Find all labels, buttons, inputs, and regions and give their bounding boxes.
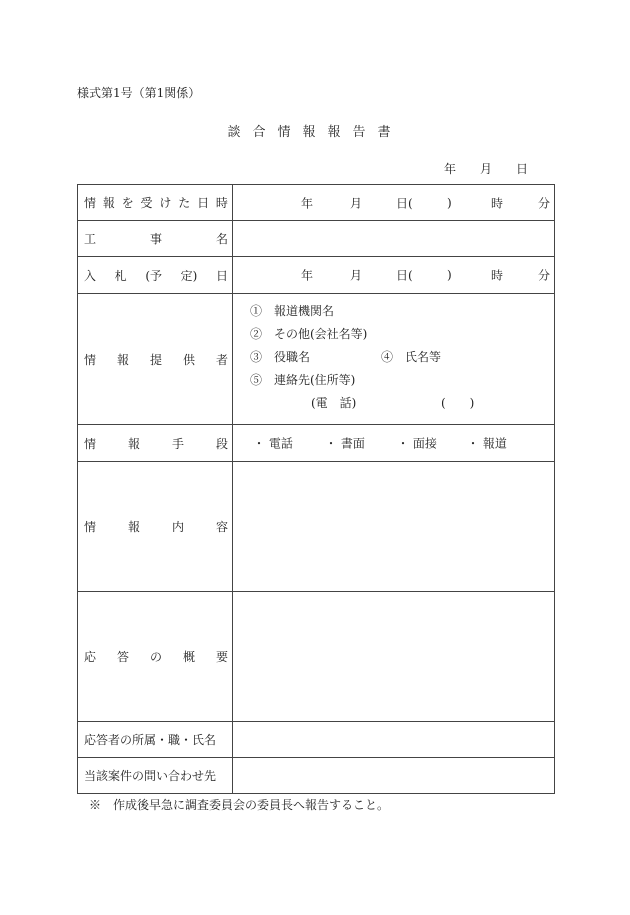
label-received [78, 185, 233, 221]
label-provider [78, 294, 233, 425]
row-received [78, 185, 555, 221]
provider-item-4: ④ 氏名等 [381, 350, 442, 364]
row-bid [78, 257, 555, 294]
received-month: 月 [350, 196, 363, 210]
date-day: 日 [516, 162, 529, 176]
label-bid [78, 257, 233, 294]
means-option-press[interactable]: ・ 報道 [467, 436, 507, 451]
date-month: 月 [480, 162, 493, 176]
provider-phone-label: (電 話) [311, 396, 357, 410]
row-means [78, 425, 555, 462]
cell-response[interactable] [233, 592, 555, 722]
provider-item-1: ① 報道機関名 [250, 304, 335, 318]
label-means [78, 425, 233, 462]
label-bid-text: 入 札 (予 定) 日 [84, 268, 228, 283]
label-response [78, 592, 233, 722]
received-minute: 分 [538, 196, 551, 210]
date-year: 年 [444, 162, 457, 176]
bid-minute: 分 [538, 268, 551, 283]
label-response-text: 応 答 の 概 要 [84, 650, 228, 664]
cell-received-datetime[interactable] [233, 185, 555, 221]
bid-day: 日( [396, 268, 413, 283]
cell-content[interactable] [233, 462, 555, 592]
received-day: 日( [396, 196, 413, 210]
cell-provider[interactable] [233, 294, 555, 425]
label-means-text: 情 報 手 段 [84, 436, 228, 451]
received-hour: 時 [491, 196, 504, 210]
row-response [78, 592, 555, 722]
bid-hour: 時 [491, 268, 504, 283]
provider-phone-paren: ( ) [441, 396, 475, 410]
received-close: ) [447, 195, 452, 210]
cell-project-name[interactable] [233, 221, 555, 257]
cell-means[interactable] [233, 425, 555, 462]
footnote: ※ 作成後早急に調査委員会の委員長へ報告すること。 [89, 798, 390, 812]
form-number: 様式第1号（第1関係） [77, 86, 201, 100]
row-responder [78, 722, 555, 758]
bid-close: ) [447, 268, 452, 282]
label-contact: 当該案件の問い合わせ先 [78, 758, 233, 794]
cell-responder[interactable] [233, 722, 555, 758]
bid-month: 月 [350, 268, 363, 283]
label-received-text: 情 報 を 受 け た 日 時 [84, 196, 228, 210]
label-content [78, 462, 233, 592]
label-project [78, 221, 233, 257]
means-option-interview[interactable]: ・ 面接 [397, 436, 437, 451]
row-provider [78, 294, 555, 425]
document-title: 談合情報報告書 [227, 125, 403, 140]
label-project-text: 工 事 名 [84, 232, 228, 246]
label-provider-text: 情 報 提 供 者 [84, 352, 228, 367]
label-responder: 応答者の所属・職・氏名 [78, 722, 233, 758]
received-year: 年 [301, 196, 314, 210]
provider-item-2: ② その他(会社名等) [250, 327, 368, 341]
provider-item-5: ⑤ 連絡先(住所等) [250, 373, 356, 387]
label-content-text: 情 報 内 容 [84, 520, 228, 534]
cell-bid-datetime[interactable] [233, 257, 555, 294]
row-project [78, 221, 555, 257]
means-option-document[interactable]: ・ 書面 [325, 436, 365, 451]
bid-year: 年 [301, 268, 314, 283]
row-content [78, 462, 555, 592]
provider-item-3: ③ 役職名 [250, 350, 311, 364]
row-contact [78, 758, 555, 794]
cell-contact[interactable] [233, 758, 555, 794]
means-option-phone[interactable]: ・ 電話 [253, 436, 293, 451]
report-table [77, 184, 555, 794]
